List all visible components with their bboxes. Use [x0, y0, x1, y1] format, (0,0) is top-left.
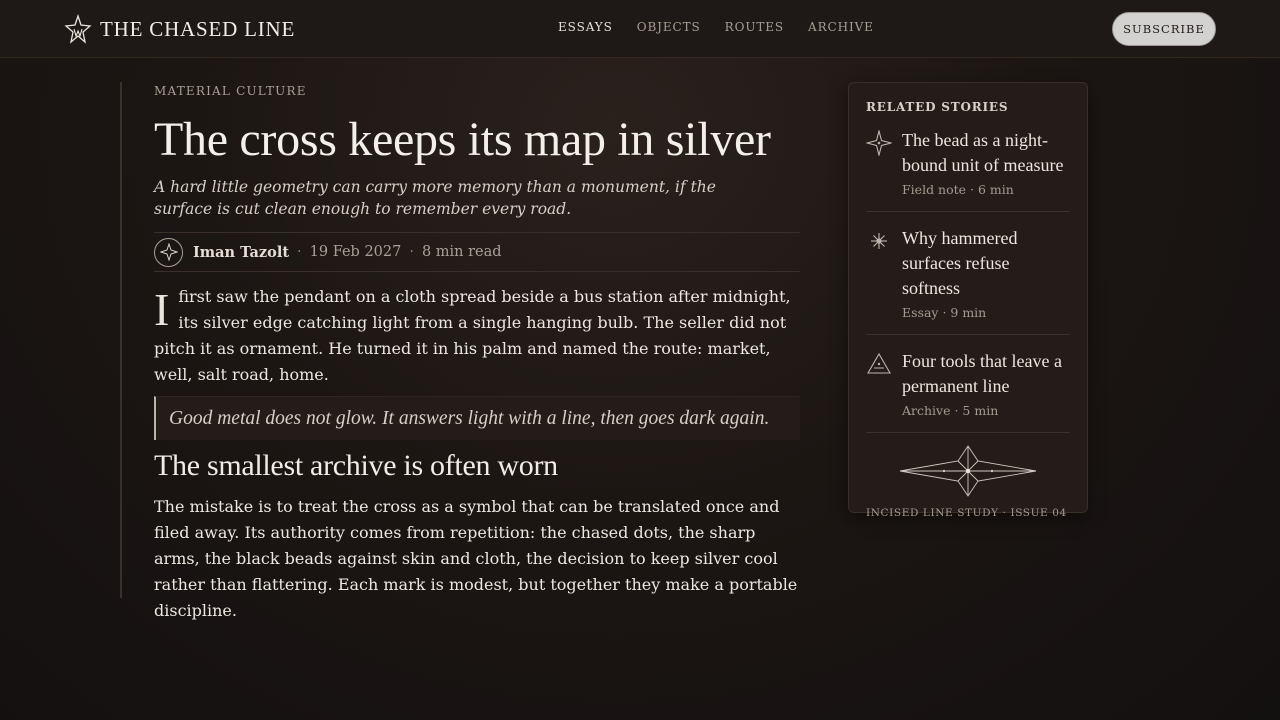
article-rule [120, 82, 122, 598]
related-story-title[interactable]: Why hammered surfaces refuse softness [902, 228, 1018, 298]
avatar[interactable] [154, 238, 183, 267]
nav-objects[interactable]: OBJECTS [636, 20, 701, 34]
article-dek: A hard little geometry can carry more memory than a monument, if the surface is cut clean enough to remember every road. [154, 178, 716, 218]
pull-quote: Good metal does not glow. It answers light with a line, then goes dark again. [154, 396, 800, 440]
top-navigation-bar [0, 0, 1280, 58]
drop-cap: I [154, 284, 170, 335]
related-story-meta: Field note · 6 min [902, 182, 1014, 197]
related-story-title[interactable]: Four tools that leave a permanent line [902, 351, 1062, 396]
section-heading: The smallest archive is often worn [154, 449, 558, 482]
brand-name: THE CHASED LINE [100, 16, 296, 41]
triangle-icon [866, 349, 892, 418]
related-story[interactable] [866, 212, 1070, 335]
star-cross-icon [64, 14, 92, 44]
author-avatar-icon [160, 243, 178, 261]
lead-paragraph [154, 284, 800, 388]
main-nav [558, 20, 874, 34]
read-time: 8 min read [421, 244, 502, 260]
article [154, 82, 800, 624]
byline [154, 232, 800, 272]
related-story-meta: Archive · 5 min [902, 403, 999, 418]
related-story[interactable] [866, 114, 1070, 212]
related-story-title[interactable]: The bead as a night-bound unit of measure [902, 130, 1064, 175]
article-kicker[interactable]: MATERIAL CULTURE [154, 84, 307, 98]
illustration-caption: INCISED LINE STUDY · ISSUE 04 [866, 507, 1067, 519]
related-stories-title: RELATED STORIES [866, 100, 1009, 114]
publish-date: 19 Feb 2027 [309, 244, 402, 260]
article-headline: The cross keeps its map in silver [154, 113, 771, 166]
four-point-star-icon [866, 128, 892, 197]
author-name[interactable]: Iman Tazolt [193, 243, 290, 261]
byline-separator: · [409, 244, 414, 260]
starburst-icon [866, 226, 892, 320]
lead-text: first saw the pendant on a cloth spread beside a bus station after midnight, its silver edge catching light from a single hanging bulb. The seller did not pitch it as ornament. He turned it in his palm and named the route: market, well, salt road, home. [154, 287, 791, 384]
body-paragraph: The mistake is to treat the cross as a symbol that can be translated once and filed away. Its authority comes from repetition: the chased dots, the sharp arms, the black beads against skin and cloth, the decision to keep silver cool rather than flattering. Each mark is modest, but together they make a portable discipline. [154, 497, 798, 620]
related-story-meta: Essay · 9 min [902, 305, 987, 320]
related-stories-panel [848, 82, 1088, 519]
nav-archive[interactable]: ARCHIVE [808, 20, 874, 34]
nav-routes[interactable]: ROUTES [724, 20, 785, 34]
byline-separator: · [297, 244, 302, 260]
nav-essays[interactable]: ESSAYS [558, 20, 613, 34]
subscribe-button[interactable]: SUBSCRIBE [1112, 12, 1216, 46]
brand-logo[interactable] [64, 14, 295, 44]
incised-cross-illustration [866, 445, 1070, 497]
related-story[interactable] [866, 335, 1070, 433]
